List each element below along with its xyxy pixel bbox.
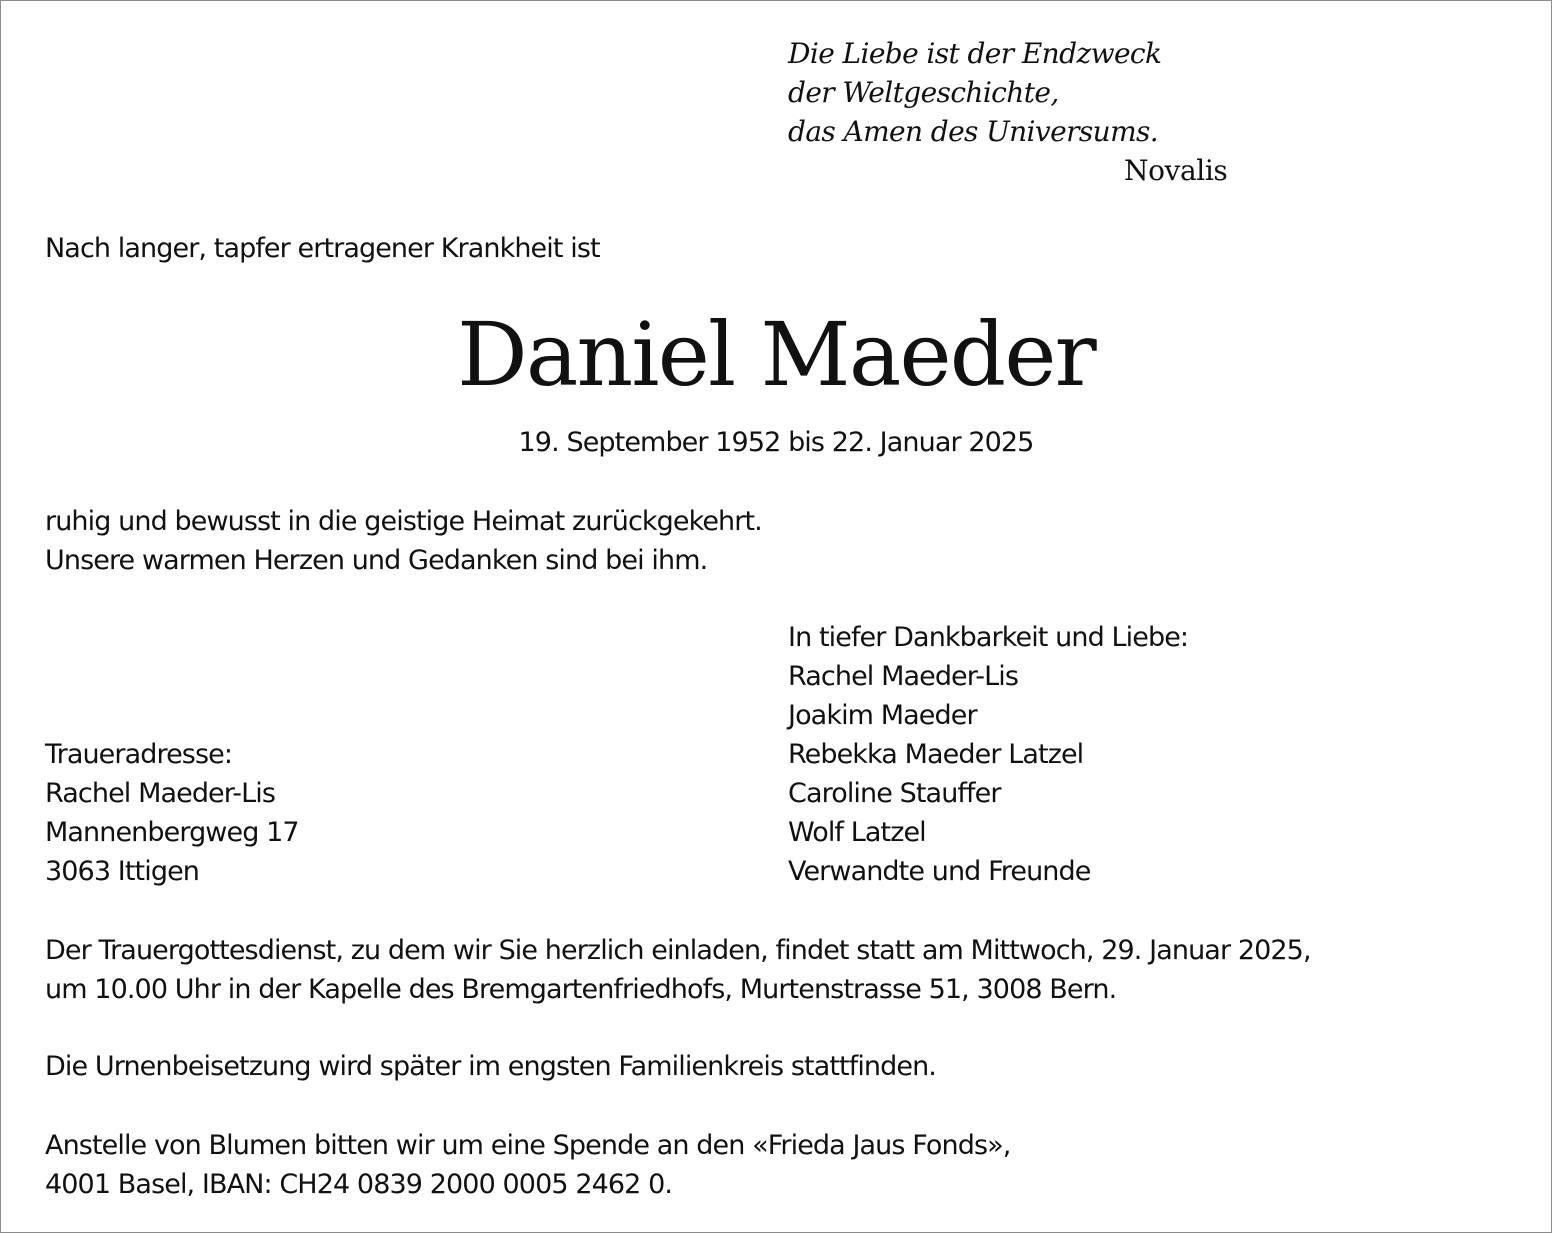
quote-line: das Amen des Universums. (788, 115, 1159, 148)
donation-line: Anstelle von Blumen bitten wir um eine Spende an den «Frieda Jaus Fonds», (45, 1130, 1011, 1161)
intro-text: Nach langer, tapfer ertragener Krankheit ist (45, 233, 600, 264)
service-line: um 10.00 Uhr in der Kapelle des Bremgartenfriedhofs, Murtenstrasse 51, 3008 Bern. (45, 974, 1117, 1005)
address-label: Traueradresse: (45, 739, 233, 770)
address-line: Rachel Maeder-Lis (45, 778, 275, 809)
message-text (45, 502, 762, 580)
deceased-name: Daniel Maeder (457, 303, 1095, 406)
epigraph-quote (788, 34, 1161, 151)
mourners-list (788, 618, 1188, 891)
life-dates: 19. September 1952 bis 22. Januar 2025 (518, 427, 1034, 458)
mourning-address (45, 735, 299, 891)
burial-info: Die Urnenbeisetzung wird später im engsten Familienkreis stattfinden. (45, 1051, 936, 1082)
service-line: Der Trauergottesdienst, zu dem wir Sie herzlich einladen, findet statt am Mittwoch, 29. Januar 2025, (45, 935, 1311, 966)
mourner-name: Caroline Stauffer (788, 778, 1001, 809)
quote-author: Novalis (1124, 154, 1228, 187)
mourner-name: Wolf Latzel (788, 817, 926, 848)
mourner-name: Rachel Maeder-Lis (788, 661, 1018, 692)
quote-line: der Weltgeschichte, (788, 76, 1059, 109)
mourners-heading: In tiefer Dankbarkeit und Liebe: (788, 622, 1189, 653)
mourner-name: Joakim Maeder (788, 700, 977, 731)
service-info (45, 931, 1311, 1009)
quote-line: Die Liebe ist der Endzweck (788, 37, 1162, 70)
mourner-name: Rebekka Maeder Latzel (788, 739, 1084, 770)
message-line: ruhig und bewusst in die geistige Heimat zurückgekehrt. (45, 506, 762, 537)
donation-line: 4001 Basel, IBAN: CH24 0839 2000 0005 2462 0. (45, 1169, 673, 1200)
message-line: Unsere warmen Herzen und Gedanken sind bei ihm. (45, 545, 708, 576)
mourner-name: Verwandte und Freunde (788, 856, 1091, 887)
address-line: Mannenbergweg 17 (45, 817, 299, 848)
donation-info (45, 1126, 1010, 1204)
address-line: 3063 Ittigen (45, 856, 199, 887)
